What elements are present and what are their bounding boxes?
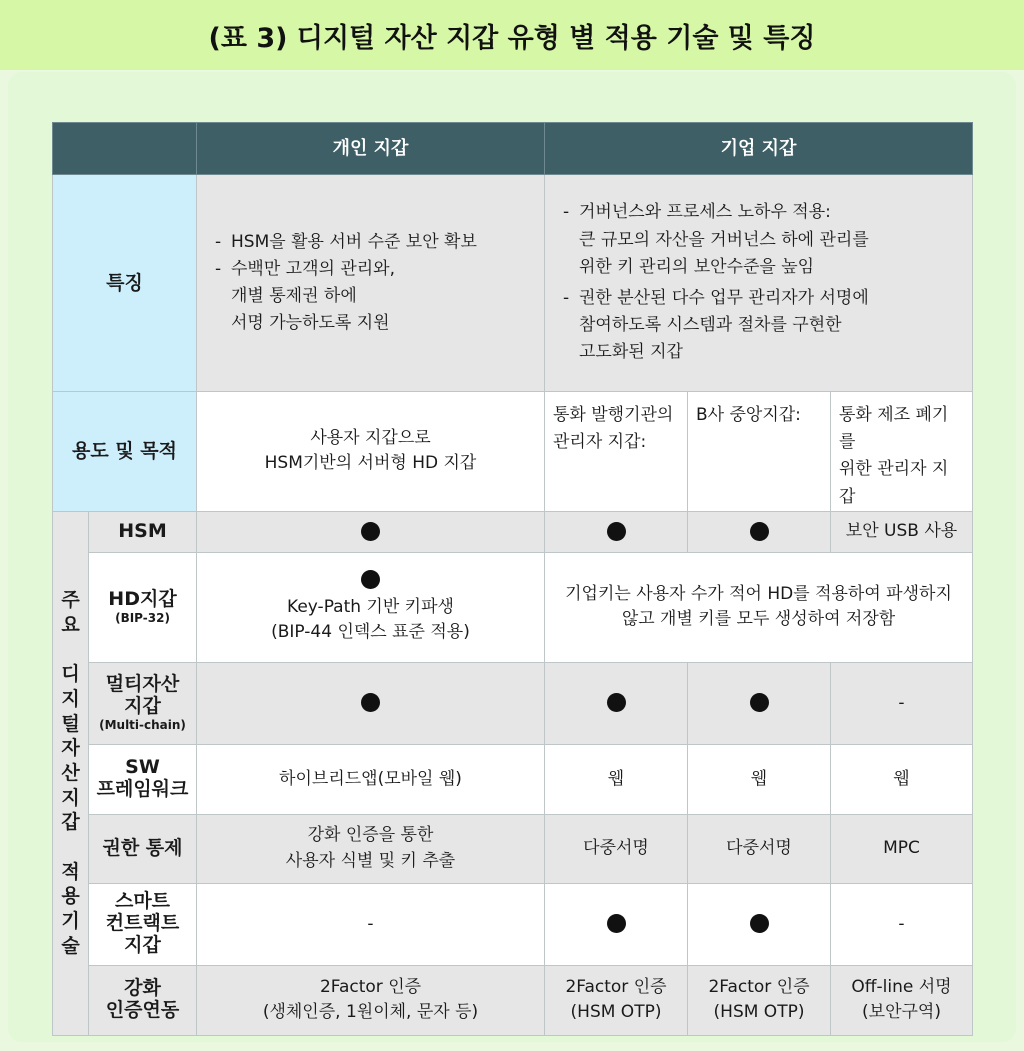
- hsm-ent1: [545, 511, 688, 552]
- features-personal-item: - 수백만 고객의 관리와, 개별 통제권 하에 서명 가능하도록 지원: [215, 256, 526, 338]
- strong-personal: 2Factor 인증 (생체인증, 1원이체, 문자 등): [197, 965, 545, 1035]
- check-dot-icon: [750, 693, 769, 712]
- features-personal-item: - HSM을 활용 서버 수준 보안 확보: [215, 229, 526, 256]
- hd-personal-text: Key-Path 기반 키파생 (BIP-44 인덱스 표준 적용): [271, 596, 470, 642]
- auth-label: 권한 통제: [89, 814, 197, 883]
- multi-ent2: [688, 662, 831, 744]
- auth-ent3: MPC: [831, 814, 973, 883]
- hd-personal: [197, 552, 545, 662]
- strong-auth-row: [53, 965, 973, 1035]
- purpose-enterprise-mint: 통화 제조 폐기를 위한 관리자 지갑: [831, 392, 973, 512]
- hd-sublabel: (BIP-32): [115, 610, 170, 625]
- smart-ent1: [545, 883, 688, 965]
- features-enterprise-item: - 거버넌스와 프로세스 노하우 적용: 큰 규모의 자산을 거버넌스 하에 관리를 위한 키 관리의 보안수준을 높임: [563, 199, 954, 281]
- multi-row: [53, 662, 973, 744]
- header-enterprise: 기업 지갑: [545, 123, 973, 175]
- smart-personal: -: [197, 883, 545, 965]
- check-dot-icon: [361, 522, 380, 541]
- purpose-enterprise-b: B사 중앙지갑:: [688, 392, 831, 512]
- multi-personal: [197, 662, 545, 744]
- sw-ent3: 웹: [831, 744, 973, 814]
- check-dot-icon: [361, 693, 380, 712]
- page-title-banner: [0, 0, 1024, 70]
- auth-ent1: 다중서명: [545, 814, 688, 883]
- auth-ent2: 다중서명: [688, 814, 831, 883]
- multi-label-cell: [89, 662, 197, 744]
- purpose-enterprise-issuer: 통화 발행기관의 관리자 지갑:: [545, 392, 688, 512]
- features-enterprise: [545, 175, 973, 392]
- check-dot-icon: [607, 522, 626, 541]
- purpose-row: [53, 392, 973, 512]
- tech-section-label: 주 요 디 지 털 자 산 지 갑 적 용 기 술: [53, 511, 89, 1035]
- hsm-personal: [197, 511, 545, 552]
- features-label: 특징: [53, 175, 197, 392]
- check-dot-icon: [750, 522, 769, 541]
- smart-ent2: [688, 883, 831, 965]
- auth-personal: 강화 인증을 통한 사용자 식별 및 키 추출: [197, 814, 545, 883]
- multi-label: 멀티자산 지갑: [105, 673, 180, 717]
- features-personal: [197, 175, 545, 392]
- sw-personal: 하이브리드앱(모바일 웹): [197, 744, 545, 814]
- multi-ent3: -: [831, 662, 973, 744]
- multi-ent1: [545, 662, 688, 744]
- purpose-personal: 사용자 지갑으로 HSM기반의 서버형 HD 지갑: [197, 392, 545, 512]
- hd-label-cell: [89, 552, 197, 662]
- sw-label: SW 프레임워크: [89, 744, 197, 814]
- header-personal: 개인 지갑: [197, 123, 545, 175]
- check-dot-icon: [750, 914, 769, 933]
- hsm-ent2: [688, 511, 831, 552]
- header-corner: [53, 123, 197, 175]
- strong-ent2: 2Factor 인증 (HSM OTP): [688, 965, 831, 1035]
- features-row: [53, 175, 973, 392]
- sw-row: [53, 744, 973, 814]
- check-dot-icon: [361, 570, 380, 589]
- check-dot-icon: [607, 914, 626, 933]
- strong-label: 강화 인증연동: [89, 965, 197, 1035]
- strong-ent3: Off-line 서명 (보안구역): [831, 965, 973, 1035]
- wallet-comparison-table: [52, 122, 973, 1036]
- page-title: (표 3) 디지털 자산 지갑 유형 별 적용 기술 및 특징: [208, 22, 816, 54]
- hsm-label: HSM: [89, 511, 197, 552]
- multi-sublabel: (Multi-chain): [99, 717, 186, 732]
- features-enterprise-item: - 권한 분산된 다수 업무 관리자가 서명에 참여하도록 시스템과 절차를 구현한 고도화된 지갑: [563, 285, 954, 367]
- header-row: [53, 123, 973, 175]
- hsm-row: [53, 511, 973, 552]
- check-dot-icon: [607, 693, 626, 712]
- smart-row: [53, 883, 973, 965]
- hd-label: HD지갑: [108, 587, 177, 610]
- sw-ent1: 웹: [545, 744, 688, 814]
- hd-row: [53, 552, 973, 662]
- sw-ent2: 웹: [688, 744, 831, 814]
- auth-row: [53, 814, 973, 883]
- smart-label: 스마트 컨트랙트 지갑: [89, 883, 197, 965]
- hsm-ent3: 보안 USB 사용: [831, 511, 973, 552]
- purpose-label: 용도 및 목적: [53, 392, 197, 512]
- hd-enterprise: 기업키는 사용자 수가 적어 HD를 적용하여 파생하지 않고 개별 키를 모두 생성하여 저장함: [545, 552, 973, 662]
- smart-ent3: -: [831, 883, 973, 965]
- strong-ent1: 2Factor 인증 (HSM OTP): [545, 965, 688, 1035]
